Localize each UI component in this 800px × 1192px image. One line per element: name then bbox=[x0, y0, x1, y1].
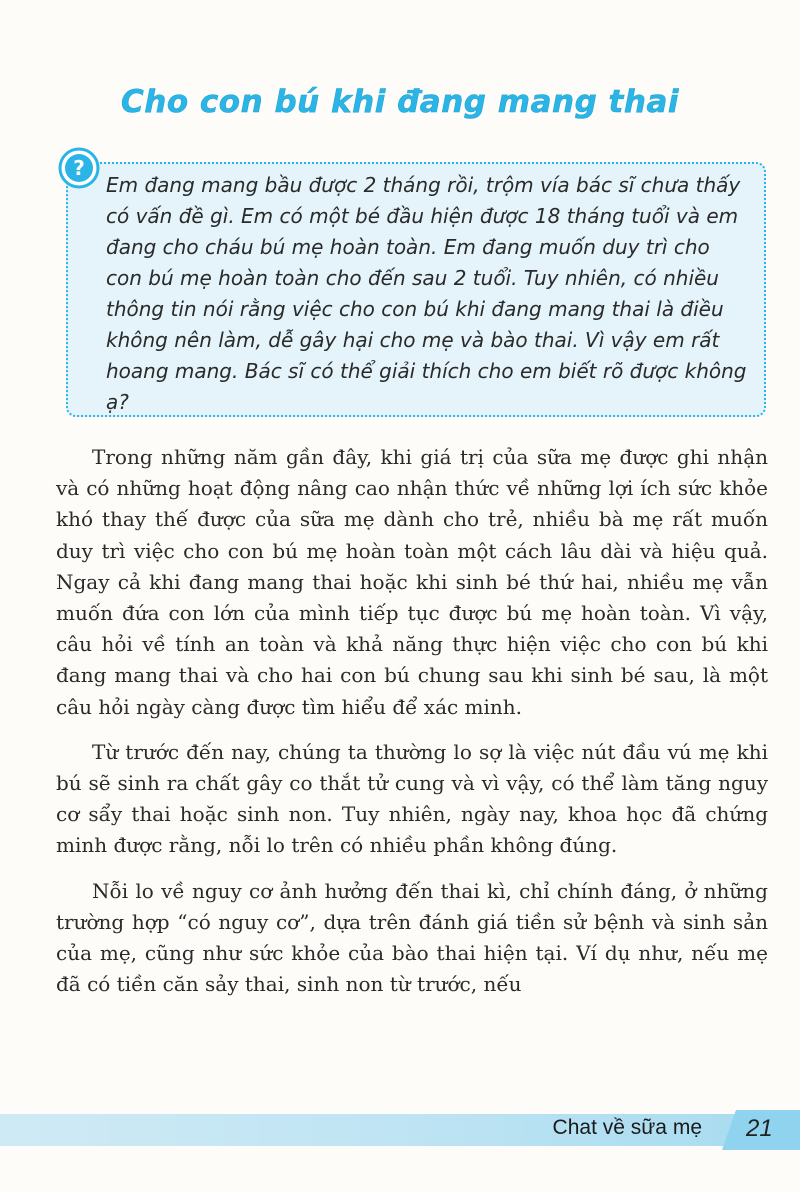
page-title: Cho con bú khi đang mang thai bbox=[121, 84, 679, 120]
svg-text:?: ? bbox=[73, 156, 85, 180]
question-text: Em đang mang bầu được 2 tháng rồi, trộm vía bác sĩ chưa thấy có vấn đề gì. Em có một bé đầu hiện được 18 tháng tuổi và em đang cho cháu bú mẹ hoàn toàn. Em đang muốn duy trì cho con bú mẹ hoàn toàn cho đến sau 2 tuổi. Tuy nhiên, có nhiều thông tin nói rằng việc cho con bú khi đang mang thai là điều không nên làm, dễ gây hại cho mẹ và bào thai. Vì vậy em rất hoang mang. Bác sĩ có thể giải thích cho em biết rõ được không ạ? bbox=[106, 173, 747, 414]
question-mark-icon bbox=[58, 147, 100, 189]
question-box bbox=[66, 162, 766, 417]
article-body bbox=[56, 442, 768, 1014]
footer-section-label: Chat về sữa mẹ bbox=[552, 1116, 702, 1139]
paragraph: Trong những năm gần đây, khi giá trị của sữa mẹ được ghi nhận và có những hoạt động nâng cao nhận thức về những lợi ích sức khỏe khó thay thế được của sữa mẹ dành cho trẻ, nhiều bà mẹ rất muốn duy trì việc cho con bú mẹ hoàn toàn một cách lâu dài và hiệu quả. Ngay cả khi đang mang thai hoặc khi sinh bé thứ hai, nhiều mẹ vẫn muốn đứa con lớn của mình tiếp tục được bú mẹ hoàn toàn. Vì vậy, câu hỏi về tính an toàn và khả năng thực hiện việc cho con bú khi đang mang thai và cho hai con bú chung sau khi sinh bé sau, là một câu hỏi ngày càng được tìm hiểu để xác minh. bbox=[56, 445, 768, 719]
paragraph: Từ trước đến nay, chúng ta thường lo sợ là việc nút đầu vú mẹ khi bú sẽ sinh ra chất gây co thắt tử cung và vì vậy, có thể làm tăng nguy cơ sẩy thai hoặc sinh non. Tuy nhiên, ngày nay, khoa học đã chứng minh được rằng, nỗi lo trên có nhiều phần không đúng. bbox=[56, 739, 768, 858]
paragraph: Nỗi lo về nguy cơ ảnh hưởng đến thai kì, chỉ chính đáng, ở những trường hợp “có nguy cơ”, dựa trên đánh giá tiền sử bệnh và sinh sản của mẹ, cũng như sức khỏe của bào thai hiện tại. Ví dụ như, nếu mẹ đã có tiền căn sảy thai, sinh non từ trước, nếu bbox=[56, 878, 768, 997]
page-number: 21 bbox=[746, 1115, 773, 1142]
